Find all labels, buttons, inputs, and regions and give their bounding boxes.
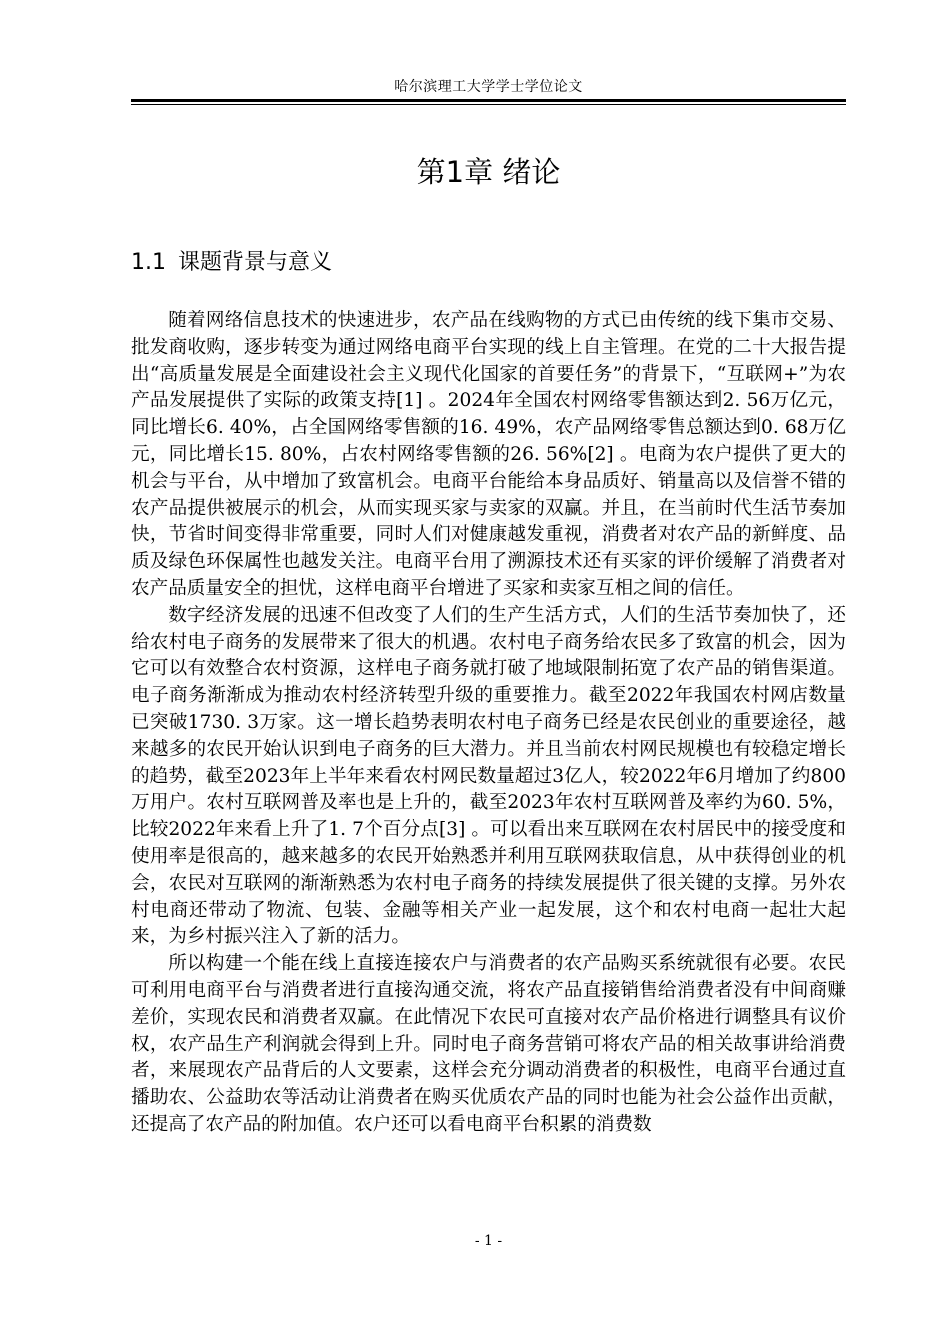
section-heading — [131, 245, 332, 281]
section-number: 1.1 — [131, 250, 166, 275]
running-header: 哈尔滨理工大学学士学位论文 — [394, 79, 583, 95]
chapter-title: 第1章 绪论 — [416, 155, 561, 189]
page-number: - 1 - — [474, 1233, 503, 1249]
header-rule-thick — [131, 99, 846, 102]
body-text — [131, 308, 846, 1139]
paragraph-3: 所以构建一个能在线上直接连接农户与消费者的农产品购买系统就很有必要。农民可利用电商平台与消费者进行直接沟通交流，将农产品直接销售给消费者没有中间商赚差价，实现农民和消费者双赢。在此情况下农民可直接对农产品价格进行调整具有议价权，农产品生产利润就会得到上升。同时电子商务营销可将农产品的相关故事讲给消费者，来展现农产品背后的人文要素，这样会充分调动消费者的积极性，电商平台通过直播助农、公益助农等活动让消费者在购买优质农产品的同时也能为社会公益作出贡献，还提高了农产品的附加值。农户还可以看电商平台积累的消费数 — [131, 953, 846, 1135]
section-title: 课题背景与意义 — [178, 250, 333, 275]
paragraph-2: 数字经济发展的迅速不但改变了人们的生产生活方式，人们的生活节奏加快了，还给农村电子商务的发展带来了很大的机遇。农村电子商务给农民多了致富的机会，因为它可以有效整合农村资源，这样电子商务就打破了地域限制拓宽了农产品的销售渠道。电子商务渐渐成为推动农村经济转型升级的重要推力。截至2022年我国农村网店数量已突破1730. 3万家。这一增长趋势表明农村电子商务已经是农民创业的重要途径，越来越多的农民开始认识到电子商务的巨大潜力。并且当前农村网民规模也有较稳定增长的趋势，截至2023年上半年来看农村网民数量超过3亿人，较2022年6月增加了约800万用户。农村互联网普及率也是上升的，截至2023年农村互联网普及率约为60. 5%，比较2022年来看上升了1. 7个百分点[3] 。可以看出来互联网在农村居民中的接受度和使用率是很高的，越来越多的农民开始熟悉并利用互联网获取信息，从中获得创业的机会，农民对互联网的渐渐熟悉为农村电子商务的持续发展提供了很关键的支撑。另外农村电商还带动了物流、包装、金融等相关产业一起发展，这个和农村电商一起壮大起来，为乡村振兴注入了新的活力。 — [131, 604, 846, 948]
header-rule-thin — [131, 104, 846, 105]
paragraph-1: 随着网络信息技术的快速进步，农产品在线购物的方式已由传统的线下集市交易、批发商收购，逐步转变为通过网络电商平台实现的线上自主管理。在党的二十大报告提出“高质量发展是全面建设社会主义现代化国家的首要任务”的背景下，“互联网+”为农产品发展提供了实际的政策支持[1] 。2024年全国农村网络零售额达到2. 56万亿元，同比增长6. 40%，占全国网络零售额的16. 49%，农产品网络零售总额达到0. 68万亿元，同比增长15. 80%，占农村网络零售额的26. 56%[2] 。电商为农户提供了更大的机会与平台，从中增加了致富机会。电商平台能给本身品质好、销量高以及信誉不错的农产品提供被展示的机会，从而实现买家与卖家的双赢。并且，在当前时代生活节奏加快，节省时间变得非常重要，同时人们对健康越发重视，消费者对农产品的新鲜度、品质及绿色环保属性也越发关注。电商平台用了溯源技术还有买家的评价缓解了消费者对农产品质量安全的担忧，这样电商平台增进了买家和卖家互相之间的信任。 — [131, 310, 846, 599]
